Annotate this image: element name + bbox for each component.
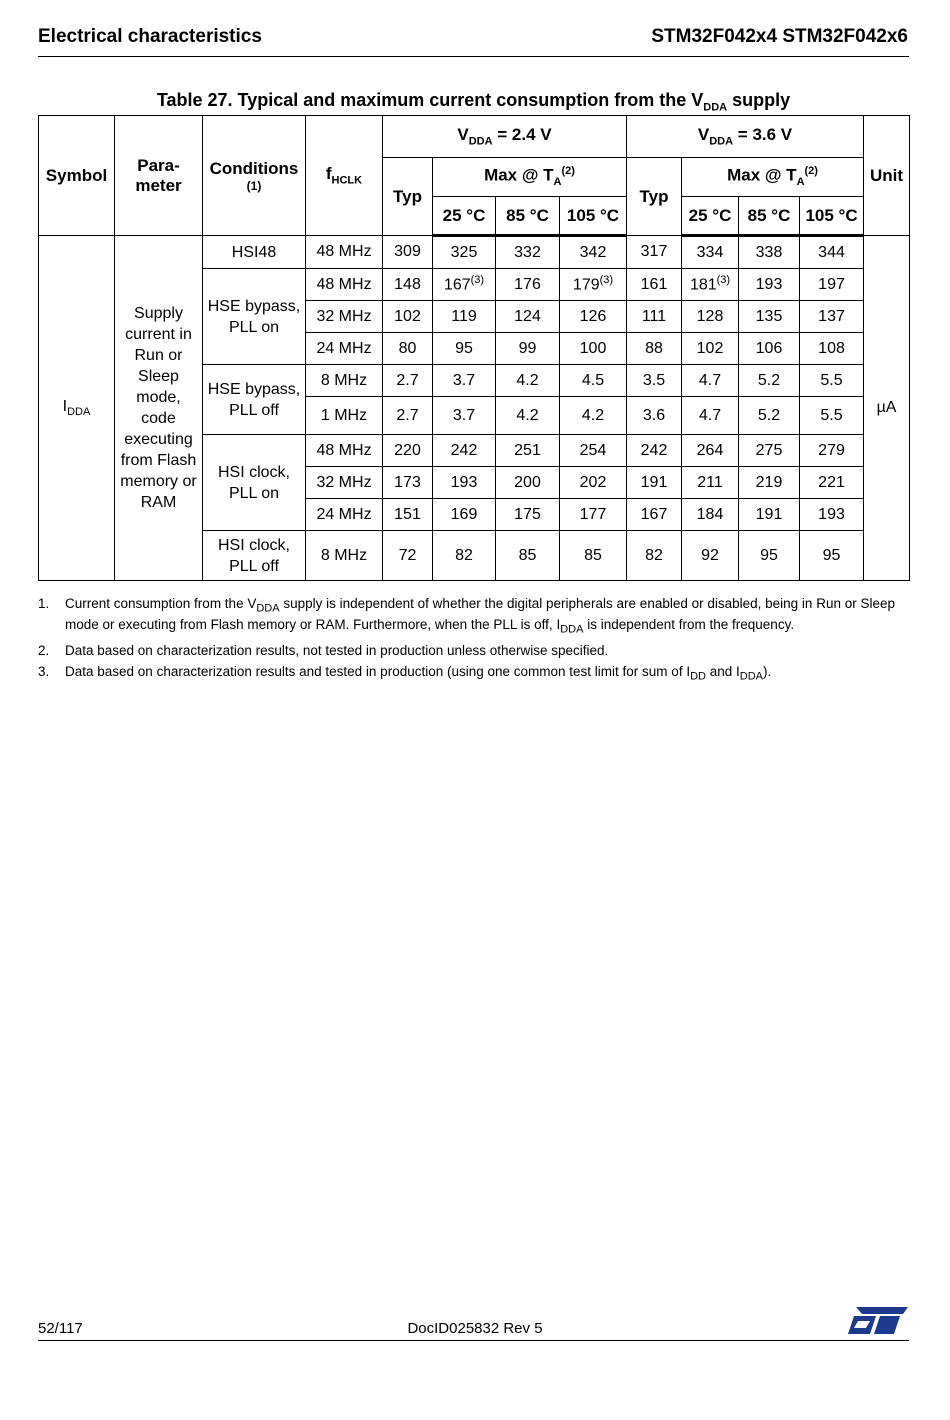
table-body <box>39 236 910 581</box>
header-unit: Unit <box>864 116 910 236</box>
value-cell <box>682 333 739 365</box>
condition-cell: HSI clock, PLL off <box>203 531 306 581</box>
unit-cell: µA <box>864 236 910 581</box>
value-cell <box>560 365 627 397</box>
value-cell <box>739 269 800 301</box>
value-cell <box>496 435 560 467</box>
value-text: 85 <box>584 546 602 564</box>
header-conditions-note: (1) <box>246 178 262 193</box>
value-text: 169 <box>450 505 478 523</box>
value-cell <box>496 236 560 269</box>
value-cell <box>383 333 433 365</box>
value-cell <box>627 236 682 269</box>
value-cell <box>383 499 433 531</box>
value-cell <box>627 531 682 581</box>
value-text: 221 <box>818 473 845 491</box>
value-text: 106 <box>755 339 783 357</box>
value-cell <box>739 531 800 581</box>
value-cell <box>560 269 627 301</box>
value-cell <box>627 397 682 435</box>
value-text: 202 <box>579 473 607 491</box>
footnote-text: Data based on characterization results, not tested in production unless otherwise specified. <box>65 643 609 659</box>
value-cell <box>800 397 864 435</box>
value-cell <box>560 236 627 269</box>
value-text: 80 <box>398 339 417 357</box>
frequency-cell: 8 MHz <box>306 365 383 397</box>
value-cell <box>739 333 800 365</box>
footnote-text: and I <box>705 664 740 680</box>
value-text: 342 <box>579 243 607 261</box>
header-product-name: STM32F042x4 STM32F042x6 <box>651 26 908 47</box>
value-text: 92 <box>701 546 719 564</box>
value-cell <box>800 435 864 467</box>
value-cell <box>800 333 864 365</box>
value-text: 3.5 <box>642 371 666 389</box>
value-text: 85 <box>518 546 537 564</box>
value-text: 2.7 <box>396 406 419 424</box>
value-cell <box>496 531 560 581</box>
value-text: 5.2 <box>757 406 781 424</box>
value-text: 5.2 <box>757 371 781 389</box>
value-text: 167 <box>640 505 668 523</box>
value-text: 211 <box>697 473 723 491</box>
value-cell <box>433 269 496 301</box>
header-parameter: Para- meter <box>115 116 203 236</box>
header-typ-24: Typ <box>383 158 433 236</box>
value-cell <box>433 397 496 435</box>
value-cell <box>496 467 560 499</box>
vdda-subscript: DDA <box>709 135 734 148</box>
footnote-text: ). <box>762 664 772 680</box>
value-text: 5.5 <box>820 371 843 389</box>
value-text: 167 <box>443 276 471 294</box>
value-cell <box>627 365 682 397</box>
value-cell <box>433 333 496 365</box>
footnote-text: is independent from the frequency. <box>583 616 795 632</box>
footnote-number: 3. <box>38 664 50 680</box>
value-text: 332 <box>514 243 541 261</box>
symbol-main: I <box>62 397 68 415</box>
value-cell <box>739 467 800 499</box>
value-cell <box>433 531 496 581</box>
value-cell <box>560 467 627 499</box>
max-label: Max @ T <box>484 166 554 186</box>
value-text: 344 <box>818 243 845 261</box>
value-cell <box>627 301 682 333</box>
value-cell <box>800 236 864 269</box>
value-text: 325 <box>450 243 478 261</box>
header-vdda-36 <box>627 116 864 158</box>
value-text: 124 <box>514 307 541 325</box>
max-note: (2) <box>804 165 818 178</box>
value-text: 102 <box>394 307 421 325</box>
vdda-value: = 2.4 V <box>492 125 552 145</box>
value-text: 219 <box>755 473 783 491</box>
value-cell <box>800 301 864 333</box>
value-cell <box>383 269 433 301</box>
value-cell <box>383 236 433 269</box>
value-cell <box>800 499 864 531</box>
header-symbol: Symbol <box>39 116 115 236</box>
value-cell <box>739 397 800 435</box>
value-text: 4.7 <box>698 406 722 424</box>
frequency-cell: 24 MHz <box>306 499 383 531</box>
value-cell <box>627 435 682 467</box>
value-text: 88 <box>645 339 663 357</box>
value-cell <box>496 333 560 365</box>
footnote-text: DDA <box>739 671 763 684</box>
value-text: 126 <box>579 307 607 325</box>
parameter-cell: Supply current in Run or Sleep mode, code executing from Flash memory or RAM <box>115 236 203 581</box>
value-text: 151 <box>394 505 421 523</box>
value-text: 4.2 <box>516 371 539 389</box>
value-text: 242 <box>450 441 478 459</box>
value-text: 177 <box>579 505 607 523</box>
page-number: 52/117 <box>38 1320 83 1337</box>
value-text: 334 <box>696 243 724 261</box>
note-3-marker: (3) <box>716 274 731 287</box>
footer-divider <box>38 1340 909 1341</box>
value-text: 102 <box>696 339 724 357</box>
header-conditions-label: Conditions <box>209 158 299 178</box>
footnote-text: DDA <box>256 602 280 615</box>
value-text: 193 <box>755 275 783 293</box>
value-cell <box>383 531 433 581</box>
value-cell <box>682 397 739 435</box>
value-cell <box>496 499 560 531</box>
value-cell <box>433 499 496 531</box>
frequency-cell: 48 MHz <box>306 435 383 467</box>
value-cell <box>560 333 627 365</box>
value-cell <box>383 397 433 435</box>
value-text: 193 <box>818 505 845 523</box>
value-cell <box>739 236 800 269</box>
value-cell <box>682 467 739 499</box>
value-text: 3.6 <box>642 406 666 424</box>
value-text: 176 <box>514 275 541 293</box>
footnote-text: Data based on characterization results and tested in production (using one common test limit for sum of I <box>65 664 691 680</box>
value-text: 175 <box>514 505 541 523</box>
condition-cell: HSI48 <box>203 236 306 269</box>
value-text: 4.2 <box>516 406 539 424</box>
value-text: 279 <box>818 441 845 459</box>
value-cell <box>496 397 560 435</box>
value-cell <box>800 467 864 499</box>
value-text: 275 <box>755 441 783 459</box>
footnote-number: 2. <box>38 643 50 659</box>
footnote-text: DDA <box>560 623 584 636</box>
value-cell <box>627 499 682 531</box>
vdda-value: = 3.6 V <box>733 125 793 145</box>
value-text: 309 <box>394 243 421 260</box>
condition-cell: HSE bypass, PLL off <box>203 365 306 435</box>
footnote-text: supply is independent of whether the digital peripherals are enabled or disabled, being in Run or Sleep mode or executing from Flash memory or RAM. Furthermore, when the PLL is off, I <box>65 596 895 632</box>
value-cell <box>433 365 496 397</box>
note-3-marker: (3) <box>599 274 614 287</box>
fhclk-subscript: HCLK <box>331 174 363 187</box>
header-divider <box>38 56 909 57</box>
value-text: 108 <box>818 339 845 357</box>
table-row <box>39 236 910 269</box>
value-cell <box>627 467 682 499</box>
value-text: 3.7 <box>452 406 476 424</box>
value-cell <box>682 531 739 581</box>
condition-cell: HSE bypass, PLL on <box>203 269 306 365</box>
value-cell <box>560 531 627 581</box>
value-text: 191 <box>755 505 783 523</box>
max-subscript: A <box>553 176 562 189</box>
header-temp: 105 °C <box>560 197 627 236</box>
header-max-36 <box>682 158 864 197</box>
value-text: 4.7 <box>698 371 722 389</box>
value-text: 179 <box>572 276 600 294</box>
vdda-label: V <box>457 125 469 145</box>
header-temp: 105 °C <box>800 197 864 236</box>
value-text: 82 <box>645 546 663 564</box>
value-text: 99 <box>518 339 537 357</box>
header-vdda-24 <box>383 116 627 158</box>
value-cell <box>800 365 864 397</box>
frequency-cell: 1 MHz <box>306 397 383 435</box>
header-fhclk <box>306 116 383 236</box>
st-logo-icon <box>848 1304 908 1336</box>
note-3-marker: (3) <box>470 274 485 287</box>
value-text: 220 <box>394 441 421 459</box>
value-cell <box>739 301 800 333</box>
value-text: 95 <box>760 546 778 564</box>
condition-cell: HSI clock, PLL on <box>203 435 306 531</box>
value-text: 264 <box>696 441 724 459</box>
max-label: Max @ T <box>727 166 797 186</box>
value-text: 82 <box>455 546 473 564</box>
value-cell <box>433 236 496 269</box>
vdda-label: V <box>697 125 710 145</box>
header-conditions <box>203 116 306 236</box>
footnote-text: Current consumption from the V <box>65 596 257 611</box>
value-text: 200 <box>514 473 541 491</box>
frequency-cell: 8 MHz <box>306 531 383 581</box>
footnote <box>38 643 909 658</box>
value-text: 148 <box>394 275 421 293</box>
value-text: 95 <box>822 546 841 564</box>
header-temp: 25 °C <box>433 197 496 236</box>
value-text: 100 <box>579 339 607 357</box>
value-cell <box>383 301 433 333</box>
header-section-title: Electrical characteristics <box>38 26 262 47</box>
value-text: 72 <box>398 546 417 564</box>
value-text: 181 <box>689 276 717 294</box>
value-text: 5.5 <box>820 406 843 424</box>
table-notes <box>38 596 909 691</box>
value-text: 184 <box>696 505 724 523</box>
caption-text: Table 27. Typical and maximum current consumption from the V <box>156 90 704 110</box>
max-subscript: A <box>796 176 805 189</box>
value-cell <box>496 269 560 301</box>
value-text: 197 <box>818 275 845 293</box>
value-cell <box>433 467 496 499</box>
table-caption <box>38 90 909 114</box>
value-text: 3.7 <box>452 371 476 389</box>
value-cell <box>496 365 560 397</box>
value-cell <box>739 435 800 467</box>
footnote-number: 1. <box>38 596 50 611</box>
value-text: 317 <box>640 243 668 260</box>
max-note: (2) <box>561 165 575 178</box>
value-cell <box>383 365 433 397</box>
header-typ-36: Typ <box>627 158 682 236</box>
symbol-subscript: DDA <box>67 406 91 419</box>
value-cell <box>739 365 800 397</box>
value-cell <box>682 269 739 301</box>
value-cell <box>682 301 739 333</box>
doc-id: DocID025832 Rev 5 <box>407 1320 543 1337</box>
caption-tail: supply <box>727 90 791 110</box>
value-cell <box>739 499 800 531</box>
value-text: 119 <box>451 307 477 325</box>
frequency-cell: 48 MHz <box>306 236 383 269</box>
value-text: 128 <box>696 307 724 325</box>
value-cell <box>560 435 627 467</box>
footnote <box>38 596 909 637</box>
value-cell <box>627 269 682 301</box>
footnote <box>38 664 909 685</box>
value-text: 95 <box>455 339 473 357</box>
footnote-text: DD <box>690 671 706 684</box>
value-cell <box>560 397 627 435</box>
value-text: 2.7 <box>396 371 419 389</box>
frequency-cell: 48 MHz <box>306 269 383 301</box>
value-text: 251 <box>514 441 541 459</box>
value-text: 193 <box>450 473 478 491</box>
value-cell <box>383 435 433 467</box>
value-text: 242 <box>640 441 668 459</box>
header-temp: 85 °C <box>496 197 560 236</box>
value-text: 254 <box>579 441 607 459</box>
value-text: 338 <box>755 243 783 261</box>
value-text: 137 <box>818 307 845 325</box>
header-max-24 <box>433 158 627 197</box>
value-cell <box>682 236 739 269</box>
value-cell <box>682 365 739 397</box>
header-temp: 25 °C <box>682 197 739 236</box>
value-text: 111 <box>641 307 667 325</box>
value-cell <box>433 301 496 333</box>
value-cell <box>496 301 560 333</box>
value-cell <box>682 499 739 531</box>
value-cell <box>560 301 627 333</box>
value-cell <box>560 499 627 531</box>
fhclk-label: f <box>325 164 332 184</box>
value-text: 173 <box>394 473 421 491</box>
current-consumption-table <box>38 115 910 581</box>
value-cell <box>627 333 682 365</box>
value-cell <box>800 531 864 581</box>
value-text: 191 <box>640 473 668 491</box>
caption-subscript: DDA <box>703 101 728 114</box>
value-cell <box>800 269 864 301</box>
value-text: 4.5 <box>581 371 605 389</box>
vdda-subscript: DDA <box>468 135 493 148</box>
frequency-cell: 24 MHz <box>306 333 383 365</box>
header-temp: 85 °C <box>739 197 800 236</box>
frequency-cell: 32 MHz <box>306 467 383 499</box>
value-cell <box>682 435 739 467</box>
value-cell <box>433 435 496 467</box>
symbol-cell <box>39 236 115 581</box>
frequency-cell: 32 MHz <box>306 301 383 333</box>
value-text: 161 <box>640 275 668 293</box>
value-cell <box>383 467 433 499</box>
value-text: 135 <box>755 307 783 325</box>
value-text: 4.2 <box>581 406 605 424</box>
